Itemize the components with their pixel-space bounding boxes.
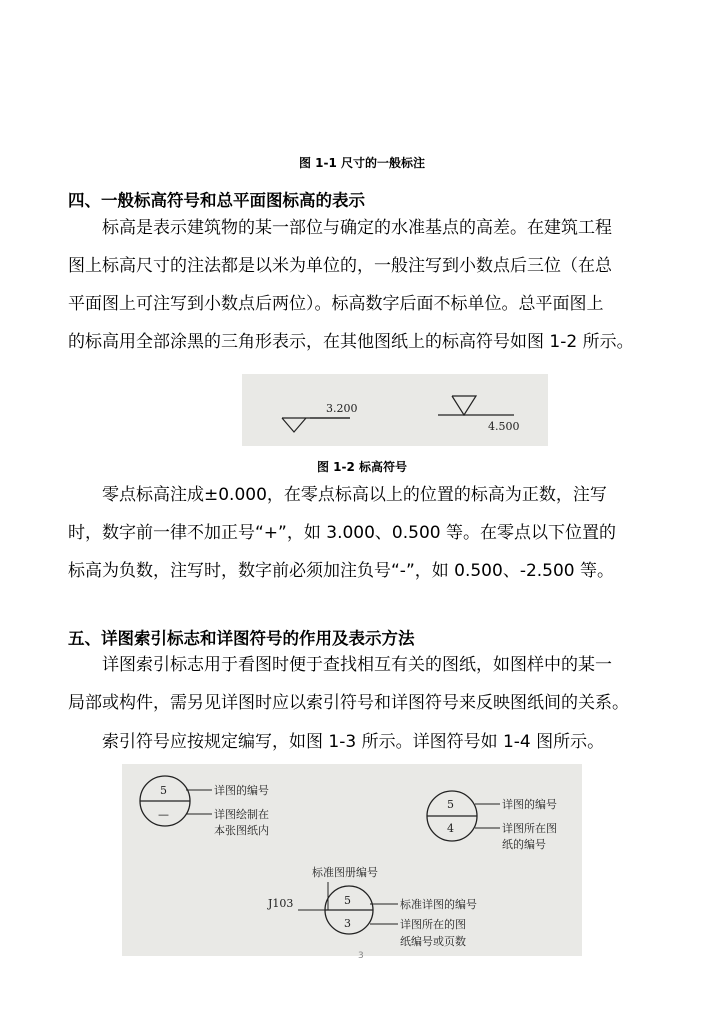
text-line: 平面图上可注写到小数点后两位）。标高数字后面不标单位。总平面图上 <box>68 294 604 314</box>
index-number: 5 <box>447 798 454 811</box>
label: 详图绘制在 <box>214 808 269 821</box>
figure-1-1-caption: 图 1-1 尺寸的一般标注 <box>298 156 426 170</box>
atlas-code: J103 <box>268 897 294 910</box>
text-line: 详图索引标志用于看图时便于查找相互有关的图纸，如图样中的某一 <box>68 655 612 675</box>
section-4-heading: 四、一般标高符号和总平面图标高的表示 <box>68 191 365 210</box>
figure-1-3-index-symbols <box>122 764 582 956</box>
figure-1-2-caption: 图 1-2 标高符号 <box>316 460 408 474</box>
sheet-number: 4 <box>447 822 454 835</box>
sheet-number: 3 <box>344 917 351 930</box>
text-line: 标高是表示建筑物的某一部位与确定的水准基点的高差。在建筑工程 <box>68 218 612 238</box>
elevation-value-left: 3.200 <box>326 402 358 415</box>
label: 纸的编号 <box>502 838 546 851</box>
text-line: 的标高用全部涂黑的三角形表示，在其他图纸上的标高符号如图 1-2 所示。 <box>68 332 634 352</box>
label: 详图的编号 <box>502 798 557 811</box>
section-4-paragraph-1 <box>68 209 668 361</box>
section-5-paragraph-2 <box>68 723 668 761</box>
index-number: 5 <box>344 894 351 907</box>
section-4-paragraph-2 <box>68 476 668 590</box>
label: 标准图册编号 <box>312 866 378 879</box>
label: 详图的编号 <box>214 784 269 797</box>
text-line: 图上标高尺寸的注法都是以米为单位的，一般注写到小数点后三位（在总 <box>68 256 612 276</box>
elevation-triangle-left <box>282 418 306 432</box>
figure-1-2-elevation-symbols <box>242 374 548 446</box>
elevation-value-right: 4.500 <box>488 420 520 433</box>
detail-symbol <box>427 791 557 851</box>
label: 本张图纸内 <box>214 824 269 837</box>
sheet-number: — <box>158 808 169 821</box>
text-line: 零点标高注成±0.000，在零点标高以上的位置的标高为正数，注写 <box>68 485 607 505</box>
elevation-triangle-right <box>452 396 476 415</box>
text-line: 局部或构件，需另见详图时应以索引符号和详图符号来反映图纸间的关系。 <box>68 693 629 713</box>
label: 纸编号或页数 <box>400 935 466 948</box>
text-line: 标高为负数，注写时，数字前必须加注负号“-”，如 0.500、-2.500 等。 <box>68 561 615 581</box>
label: 标准详图的编号 <box>400 898 477 911</box>
index-number: 5 <box>160 784 167 797</box>
label: 详图所在图 <box>502 822 557 835</box>
section-5-paragraph-1 <box>68 646 668 722</box>
index-symbol-same-sheet <box>140 776 269 837</box>
index-symbol-standard-atlas <box>267 865 477 948</box>
page-number: 3 <box>358 951 364 961</box>
section-5-heading: 五、详图索引标志和详图符号的作用及表示方法 <box>68 629 415 648</box>
text-line: 时，数字前一律不加正号“+”，如 3.000、0.500 等。在零点以下位置的 <box>68 523 616 543</box>
label: 详图所在的图 <box>400 918 466 931</box>
text-line: 索引符号应按规定编写，如图 1-3 所示。详图符号如 1-4 图所示。 <box>68 732 605 752</box>
